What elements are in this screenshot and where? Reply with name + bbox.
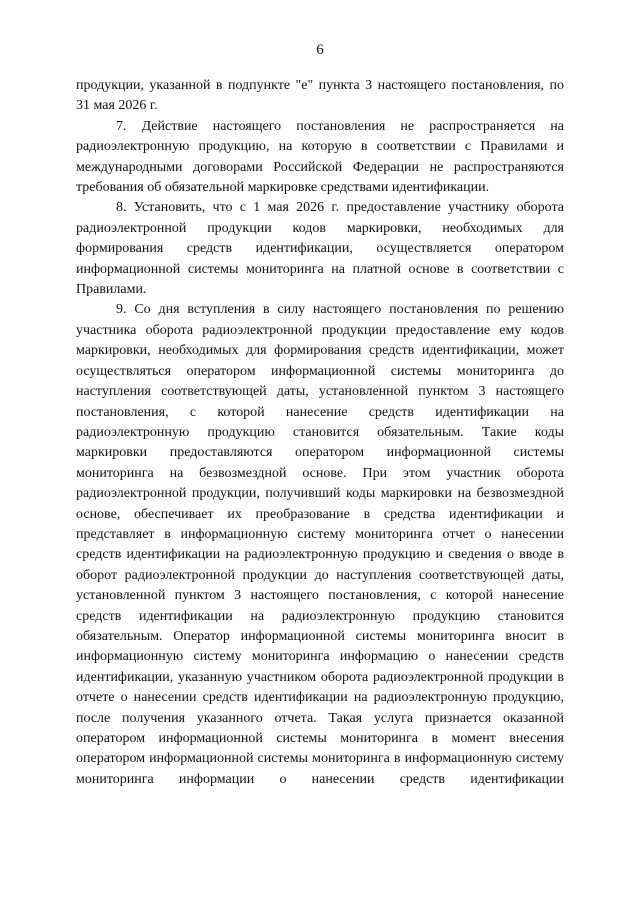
- paragraph-continuation: продукции, указанной в подпункте "е" пункта 3 настоящего постановления, по 31 мая 2026 г.: [76, 78, 564, 114]
- paragraph-item-7: 7. Действие настоящего постановления не распространяется на радиоэлектронную продукцию, на которую в соответствии с Правилами и международными договорами Российской Федерации не распространяются требования об обязательной маркировке средствами идентификации.: [76, 118, 564, 196]
- paragraph-item-8: 8. Установить, что с 1 мая 2026 г. предоставление участнику оборота радиоэлектронной продукции кодов маркировки, необходимых для формирования средств идентификации, осуществляется оператором информационной системы мониторинга на платной основе в соответствии с Правилами.: [76, 200, 564, 298]
- paragraph-item-9: 9. Со дня вступления в силу настоящего постановления по решению участника оборота радиоэлектронной продукции предоставление ему кодов маркировки, необходимых для формирования средств идентификации, может осуществляться оператором информационной системы мониторинга до наступления соответствующей даты, установленной пунктом 3 настоящего постановления, с которой нанесение средств идентификации на радиоэлектронную продукцию становится обязательным. Такие коды маркировки предоставляются оператором информационной системы мониторинга на безвозмездной основе. При этом участник оборота радиоэлектронной продукции, получивший коды маркировки на безвозмездной основе, обеспечивает их преобразование в средства идентификации и представляет в информационную систему мониторинга отчет о нанесении средств идентификации на радиоэлектронную продукцию и сведения о вводе в оборот радиоэлектронной продукции до наступления соответствующей даты, установленной пунктом 3 настоящего постановления, с которой нанесение средств идентификации на радиоэлектронную продукцию становится обязательным. Оператор информационной системы мониторинга вносит в информационную систему мониторинга информацию о нанесении средств идентификации, указанную участником оборота радиоэлектронной продукции в отчете о нанесении средств идентификации на радиоэлектронную продукцию, после получения указанного отчета. Такая услуга признается оказанной оператором информационной системы мониторинга в момент внесения оператором информационной системы мониторинга в информационную систему мониторинга информации о нанесении средств идентификации: [76, 302, 564, 787]
- page-number: 6: [316, 42, 324, 58]
- document-body: [76, 76, 564, 790]
